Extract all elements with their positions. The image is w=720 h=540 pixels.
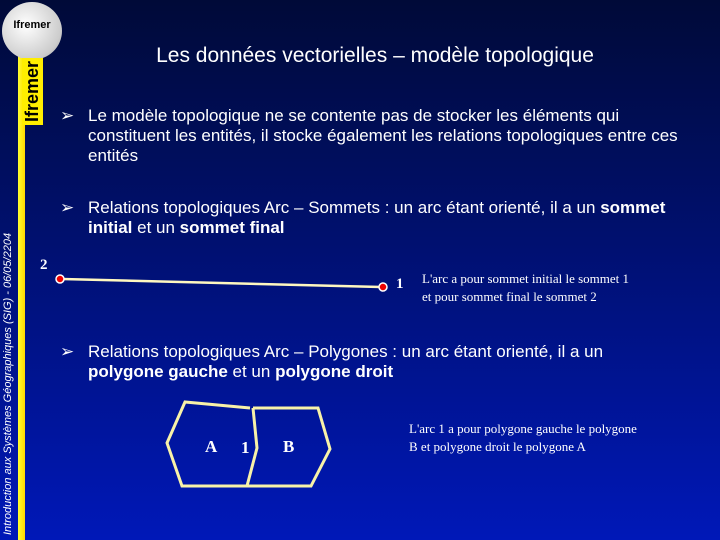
bullet-text: Le modèle topologique ne se contente pas de stocker les éléments qui constituent les entités, il stocke également les relations topologiques entre ces entités [88, 106, 678, 165]
arrow-bullet-icon: ➢ [60, 198, 75, 217]
ifremer-globe-logo: Ifremer [2, 2, 62, 60]
arc-diagram [56, 275, 387, 291]
arrow-bullet-icon: ➢ [60, 106, 75, 125]
arc-caption: L'arc a pour sommet initial le sommet 1 et pour sommet final le sommet 2 [422, 271, 630, 304]
arc-line [62, 279, 381, 287]
bullet-text: Relations topologiques Arc – Sommets : un arc étant orienté, il a un [88, 198, 601, 217]
vertex-2 [56, 275, 64, 283]
page-title: Les données vectorielles – modèle topologique [156, 44, 594, 67]
polygon-caption: L'arc 1 a pour polygone gauche le polygone B et polygone droit le polygone A [409, 421, 637, 454]
bullet-text: et un [132, 218, 180, 237]
bold-term: polygone gauche [88, 362, 228, 381]
vertex-2-label: 2 [40, 257, 48, 273]
polygon-a-label: A [205, 437, 218, 456]
sidebar-caption: Introduction aux Systèmes Géographiques (SIG) - 06/05/2204 [2, 232, 14, 535]
arrow-bullet-icon: ➢ [60, 342, 75, 361]
bullet-text: et un [227, 362, 276, 381]
ifremer-vertical-logo: Ifremer [22, 58, 43, 125]
bold-term: sommet final [179, 218, 285, 237]
arc-1-label: 1 [241, 438, 250, 457]
vertex-1 [379, 283, 387, 291]
bold-term: polygone droit [275, 362, 394, 381]
polygon-b-label: B [283, 437, 295, 456]
bold-term: sommet initial [88, 198, 666, 237]
vertex-1-label: 1 [396, 276, 404, 292]
bullet-text: Relations topologiques Arc – Polygones : un arc étant orienté, il a un [88, 342, 604, 361]
